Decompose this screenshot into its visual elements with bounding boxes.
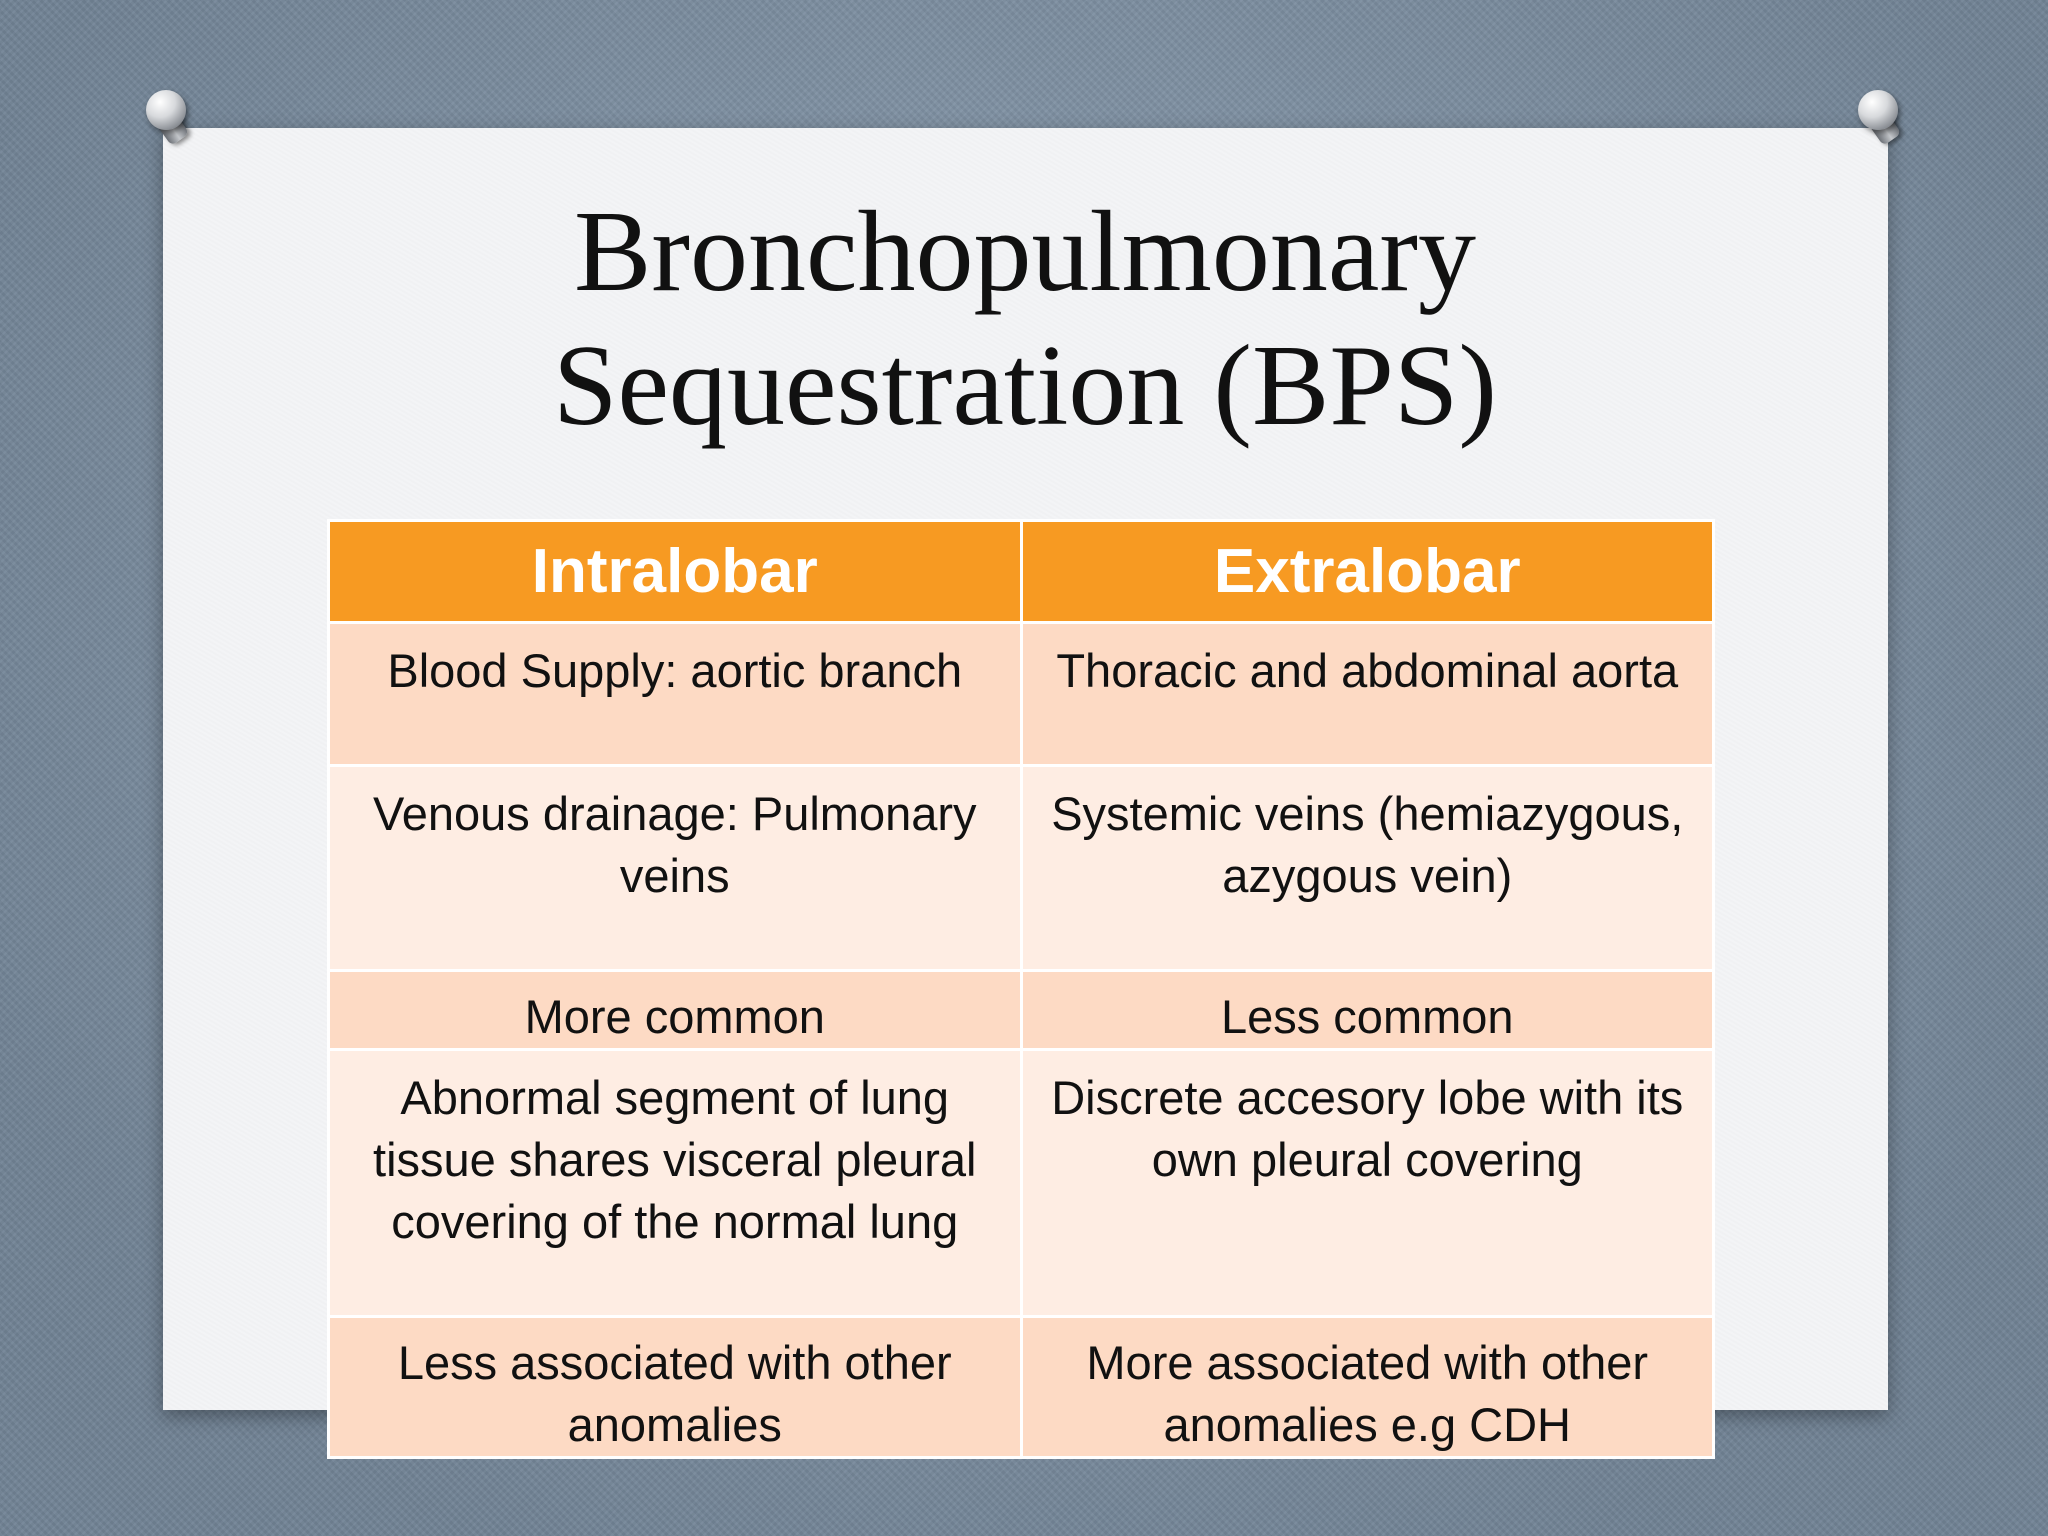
pushpin-icon <box>1852 86 1908 142</box>
table-cell: Less common <box>1021 971 1714 1050</box>
table-cell: Venous drainage: Pulmonary veins <box>329 766 1022 971</box>
column-header-extralobar: Extralobar <box>1021 521 1714 623</box>
table-cell: More common <box>329 971 1022 1050</box>
table-cell: More associated with other anomalies e.g CDH <box>1021 1317 1714 1458</box>
table-cell: Thoracic and abdominal aorta <box>1021 623 1714 766</box>
table-row <box>329 1050 1714 1317</box>
table-row <box>329 766 1714 971</box>
table-cell: Blood Supply: aortic branch <box>329 623 1022 766</box>
slide-title-line-2: Sequestration (BPS) <box>552 322 1498 450</box>
table-row <box>329 623 1714 766</box>
table-cell: Systemic veins (hemiazygous, azygous vein) <box>1021 766 1714 971</box>
table-header-row <box>329 521 1714 623</box>
table-row <box>329 971 1714 1050</box>
column-header-intralobar: Intralobar <box>329 521 1022 623</box>
pushpin-icon <box>140 86 196 142</box>
table-row <box>329 1317 1714 1458</box>
slide-title <box>330 185 1720 453</box>
slide-title-line-1: Bronchopulmonary <box>573 188 1477 316</box>
table-cell: Abnormal segment of lung tissue shares visceral pleural covering of the normal lung <box>329 1050 1022 1317</box>
table-cell: Discrete accesory lobe with its own pleural covering <box>1021 1050 1714 1317</box>
comparison-table <box>327 519 1715 1459</box>
table-cell: Less associated with other anomalies <box>329 1317 1022 1458</box>
